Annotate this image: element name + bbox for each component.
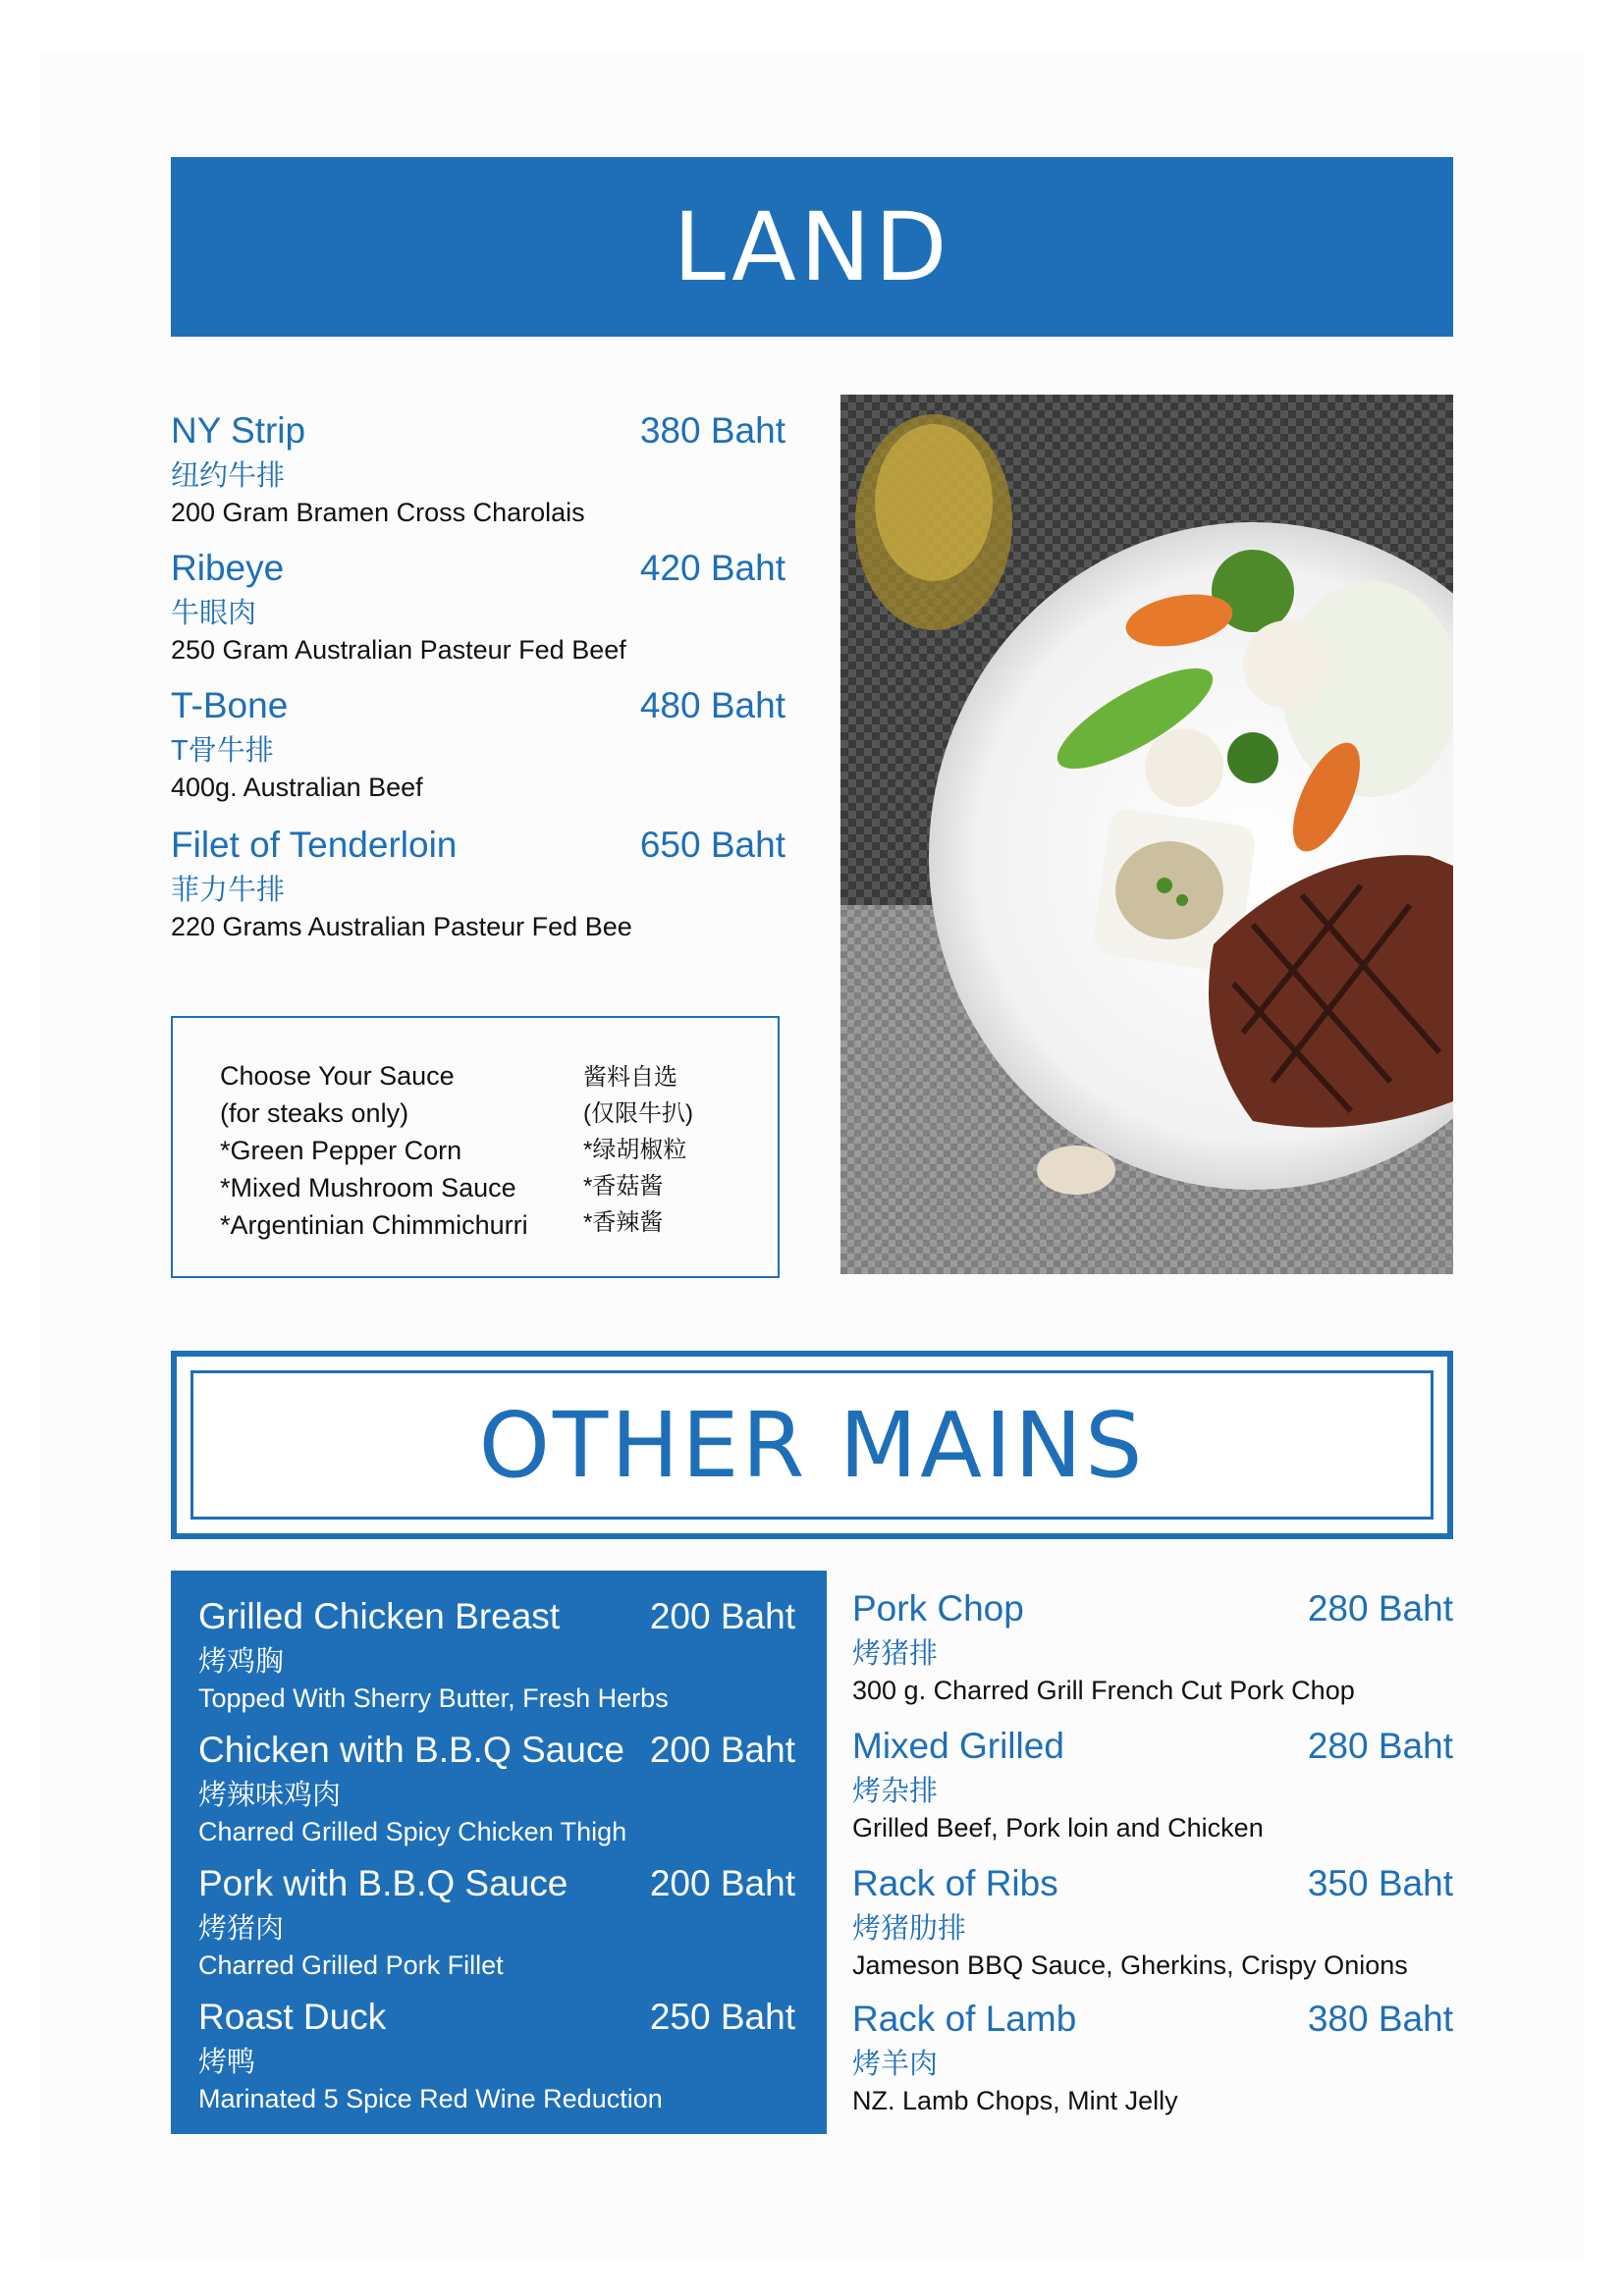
other-mains-left-panel [171, 1571, 827, 2134]
other-mains-header-inner-border [190, 1370, 1434, 1520]
other-mains-header [171, 1351, 1453, 1539]
item-name: T-Bone [171, 685, 289, 725]
item-price: 280 Baht [1307, 1588, 1453, 1629]
steak-plate-illustration [840, 395, 1453, 1274]
item-name-chinese: T骨牛排 [171, 735, 274, 767]
sauce-list-english [220, 1057, 528, 1244]
menu-item-pork-bbq-sauce [198, 1863, 795, 1981]
item-name: Ribeye [171, 548, 285, 588]
item-name: NY Strip [171, 410, 306, 451]
item-price: 350 Baht [1307, 1863, 1453, 1903]
item-description: NZ. Lamb Chops, Mint Jelly [852, 2086, 1178, 2115]
sauce-line: *Mixed Mushroom Sauce [220, 1173, 516, 1202]
item-name: Rack of Lamb [852, 1999, 1077, 2039]
menu-item-ribeye [171, 548, 785, 666]
item-description: Topped With Sherry Butter, Fresh Herbs [198, 1683, 669, 1713]
item-description: 200 Gram Bramen Cross Charolais [171, 498, 585, 527]
item-price: 380 Baht [1307, 1999, 1453, 2039]
item-name: Chicken with B.B.Q Sauce [198, 1730, 624, 1770]
menu-item-chicken-bbq-sauce [198, 1730, 795, 1847]
item-price: 480 Baht [639, 685, 785, 725]
item-price: 250 Baht [649, 1997, 795, 2037]
item-name-chinese: 烤羊肉 [852, 2049, 939, 2080]
item-name: Filet of Tenderloin [171, 825, 458, 865]
item-description: 400g. Australian Beef [171, 773, 423, 802]
menu-item-pork-chop [852, 1588, 1453, 1706]
menu-item-mixed-grilled [852, 1726, 1453, 1843]
sauce-line: (for steaks only) [220, 1098, 409, 1128]
item-description: Charred Grilled Pork Fillet [198, 1950, 504, 1980]
item-description: Grilled Beef, Pork loin and Chicken [852, 1813, 1264, 1842]
item-name: Roast Duck [198, 1997, 387, 2037]
item-price: 200 Baht [649, 1863, 795, 1903]
item-description: 250 Gram Australian Pasteur Fed Beef [171, 635, 626, 665]
steak-plate-photo [840, 395, 1453, 1274]
item-description: Marinated 5 Spice Red Wine Reduction [198, 2084, 663, 2113]
item-name-chinese: 烤鸭 [198, 2047, 256, 2078]
sauce-line-chinese: *香菇酱 [583, 1173, 664, 1200]
item-name: Pork with B.B.Q Sauce [198, 1863, 568, 1903]
item-description: Jameson BBQ Sauce, Gherkins, Crispy Onions [852, 1950, 1408, 1980]
menu-item-rack-of-ribs [852, 1863, 1453, 1981]
other-mains-title: OTHER MAINS [478, 1392, 1146, 1498]
item-price: 280 Baht [1307, 1726, 1453, 1766]
sauce-line-chinese: *绿胡椒粒 [583, 1137, 687, 1163]
sauce-line: *Argentinian Chimmichurri [220, 1210, 528, 1240]
menu-item-ny-strip [171, 410, 785, 528]
item-name-chinese: 烤猪排 [852, 1638, 939, 1670]
item-description: 220 Grams Australian Pasteur Fed Bee [171, 912, 632, 941]
item-name-chinese: 烤猪肉 [198, 1913, 285, 1945]
item-name-chinese: 烤杂排 [852, 1776, 939, 1807]
item-name: Grilled Chicken Breast [198, 1596, 561, 1636]
menu-item-filet-of-tenderloin [171, 825, 785, 942]
item-name-chinese: 纽约牛排 [171, 460, 286, 492]
land-header [171, 157, 1453, 337]
sauce-line-chinese: *香辣酱 [583, 1209, 664, 1236]
item-name-chinese: 烤辣味鸡肉 [198, 1780, 342, 1811]
item-name: Rack of Ribs [852, 1863, 1058, 1903]
menu-item-roast-duck [198, 1997, 795, 2114]
menu-item-grilled-chicken-breast [198, 1596, 795, 1714]
item-name-chinese: 烤鸡胸 [198, 1646, 285, 1678]
item-name-chinese: 牛眼肉 [171, 598, 257, 629]
item-name: Mixed Grilled [852, 1726, 1064, 1766]
item-name-chinese: 烤猪肋排 [852, 1913, 967, 1945]
item-price: 420 Baht [639, 548, 785, 588]
item-description: Charred Grilled Spicy Chicken Thigh [198, 1817, 627, 1846]
sauce-line: Choose Your Sauce [220, 1061, 455, 1091]
sauce-box [171, 1016, 780, 1278]
item-name: Pork Chop [852, 1588, 1024, 1629]
menu-item-t-bone [171, 685, 785, 803]
land-title: LAND [673, 191, 951, 302]
sauce-line-chinese: 酱料自选 [583, 1064, 677, 1091]
item-name-chinese: 菲力牛排 [171, 875, 286, 906]
sauce-list-chinese [583, 1059, 693, 1241]
sauce-line: *Green Pepper Corn [220, 1136, 462, 1165]
sauce-line-chinese: (仅限牛扒) [583, 1100, 693, 1127]
menu-item-rack-of-lamb [852, 1999, 1453, 2116]
item-description: 300 g. Charred Grill French Cut Pork Chop [852, 1676, 1355, 1705]
item-price: 200 Baht [649, 1730, 795, 1770]
item-price: 200 Baht [649, 1596, 795, 1636]
item-price: 380 Baht [639, 410, 785, 451]
item-price: 650 Baht [639, 825, 785, 865]
